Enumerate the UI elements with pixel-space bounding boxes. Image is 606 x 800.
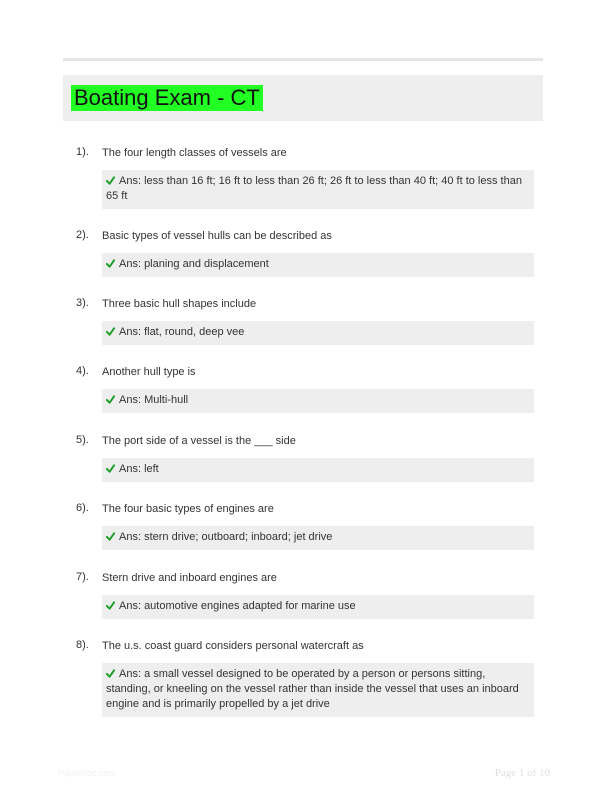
answer-text: Ans: stern drive; outboard; inboard; jet drive bbox=[119, 531, 333, 543]
answer-box bbox=[102, 321, 534, 345]
check-icon bbox=[106, 601, 115, 610]
question-number: 7). bbox=[76, 571, 89, 583]
page-number: Page 1 of 10 bbox=[494, 767, 550, 779]
page-title: Boating Exam - CT bbox=[71, 85, 263, 111]
answer-box bbox=[102, 253, 534, 277]
question-text: Three basic hull shapes include bbox=[102, 298, 257, 310]
question-number: 6). bbox=[76, 502, 89, 514]
title-banner bbox=[63, 75, 543, 121]
question-number: 1). bbox=[76, 146, 89, 158]
answer-text: Ans: Multi-hull bbox=[119, 394, 189, 406]
answer-text: Ans: automotive engines adapted for marine use bbox=[119, 600, 356, 612]
answer-text: Ans: planing and displacement bbox=[119, 258, 269, 270]
footer-watermark: Paperbbc.com bbox=[58, 768, 117, 778]
answer-text: Ans: flat, round, deep vee bbox=[119, 326, 245, 338]
answer-box bbox=[102, 526, 534, 550]
question-text: Another hull type is bbox=[102, 366, 196, 378]
check-icon bbox=[106, 669, 115, 678]
answer-box bbox=[102, 389, 534, 413]
answer-text: Ans: left bbox=[119, 463, 159, 475]
question-text: The u.s. coast guard considers personal watercraft as bbox=[102, 640, 364, 652]
check-icon bbox=[106, 176, 115, 185]
answer-text: Ans: a small vessel designed to be operated by a person or persons sitting, standing, or kneeling on the vessel rather than inside the vessel that uses an inboard engine and is primarily propelled by a jet drive bbox=[106, 668, 519, 710]
check-icon bbox=[106, 464, 115, 473]
check-icon bbox=[106, 395, 115, 404]
question-text: The four length classes of vessels are bbox=[102, 147, 287, 159]
answer-text: Ans: less than 16 ft; 16 ft to less than 26 ft; 26 ft to less than 40 ft; 40 ft to less than 65 ft bbox=[106, 175, 522, 202]
check-icon bbox=[106, 327, 115, 336]
question-text: Stern drive and inboard engines are bbox=[102, 572, 277, 584]
top-divider bbox=[63, 58, 543, 61]
question-text: The port side of a vessel is the ___ side bbox=[102, 435, 296, 447]
answer-box bbox=[102, 458, 534, 482]
answer-box bbox=[102, 595, 534, 619]
question-number: 2). bbox=[76, 229, 89, 241]
question-number: 5). bbox=[76, 434, 89, 446]
question-text: Basic types of vessel hulls can be described as bbox=[102, 230, 332, 242]
question-number: 8). bbox=[76, 639, 89, 651]
check-icon bbox=[106, 532, 115, 541]
question-number: 4). bbox=[76, 365, 89, 377]
answer-box bbox=[102, 170, 534, 209]
question-text: The four basic types of engines are bbox=[102, 503, 274, 515]
check-icon bbox=[106, 259, 115, 268]
answer-box bbox=[102, 663, 534, 717]
question-number: 3). bbox=[76, 297, 89, 309]
